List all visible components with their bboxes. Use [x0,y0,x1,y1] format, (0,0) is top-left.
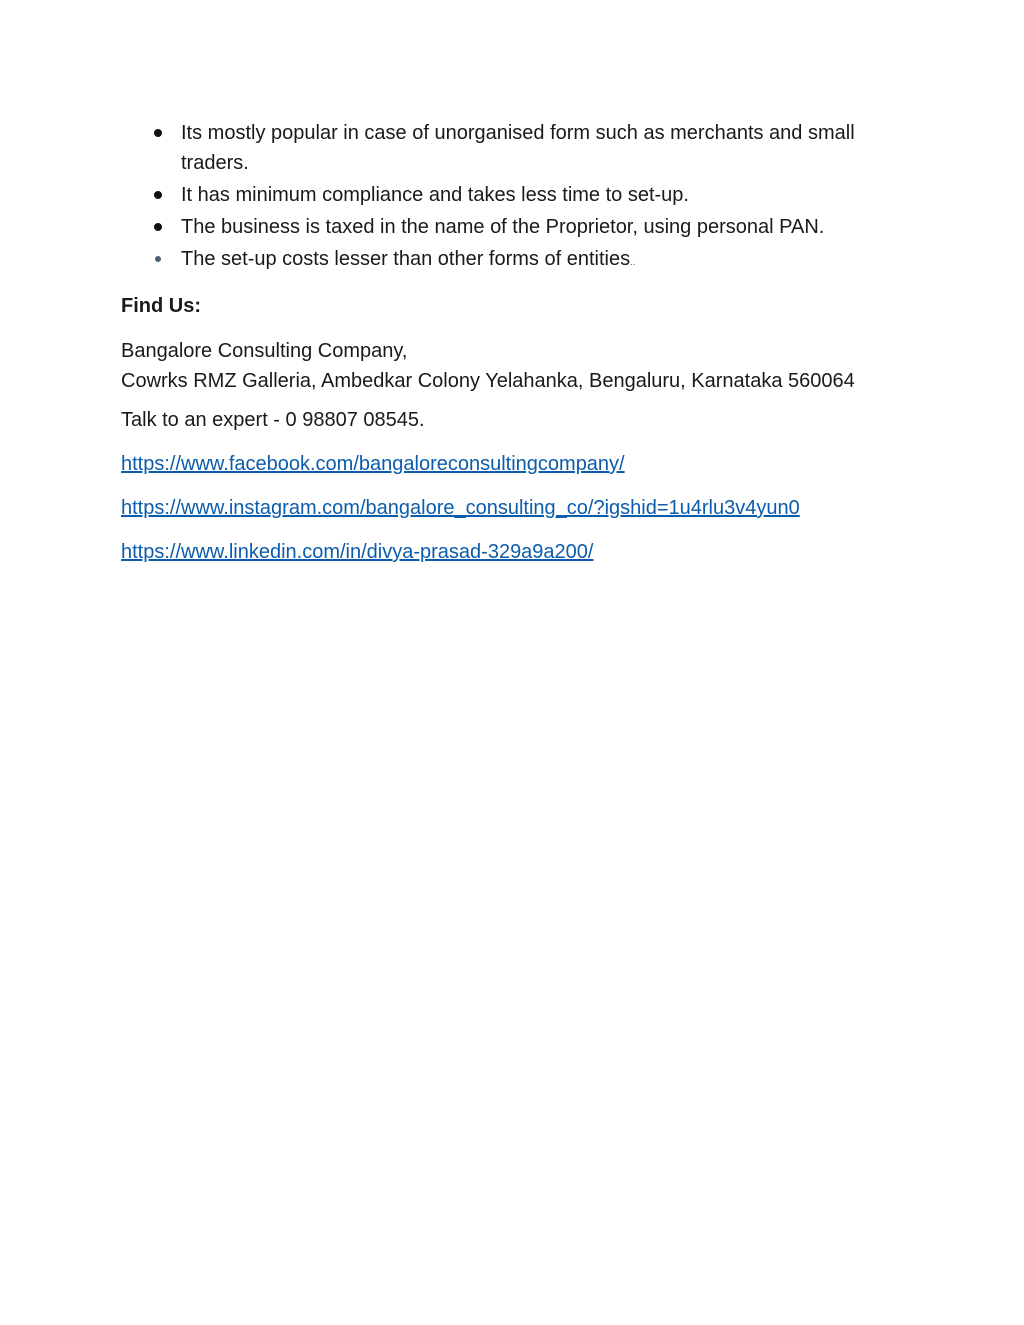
street-address: Cowrks RMZ Galleria, Ambedkar Colony Yelahanka, Bengaluru, Karnataka 560064 [121,370,855,392]
bullet-trailing-dots: .. [630,257,636,268]
instagram-link[interactable]: https://www.instagram.com/bangalore_consulting_co/?igshid=1u4rlu3v4yun0 [121,497,800,519]
linkedin-link[interactable]: https://www.linkedin.com/in/divya-prasad-329a9a200/ [121,541,594,563]
list-item [121,118,911,178]
bullet-text: The business is taxed in the name of the Proprietor, using personal PAN. [181,216,825,238]
company-name: Bangalore Consulting Company, [121,340,408,362]
bullet-list [121,118,911,280]
bullet-icon [154,223,162,231]
bullet-text: The set-up costs lesser than other forms of entities [181,248,631,270]
address-block [121,336,855,396]
bullet-icon [154,129,162,137]
find-us-heading: Find Us: [121,295,201,317]
bullet-text: Its mostly popular in case of unorganised form such as merchants and small traders. [181,122,855,174]
list-item [121,244,911,278]
expert-phone: Talk to an expert - 0 98807 08545. [121,409,425,431]
bullet-text: It has minimum compliance and takes less time to set-up. [181,184,689,206]
facebook-link[interactable]: https://www.facebook.com/bangaloreconsultingcompany/ [121,453,625,475]
bullet-icon [155,256,161,262]
bullet-icon [154,191,162,199]
list-item [121,180,911,210]
list-item [121,212,911,242]
